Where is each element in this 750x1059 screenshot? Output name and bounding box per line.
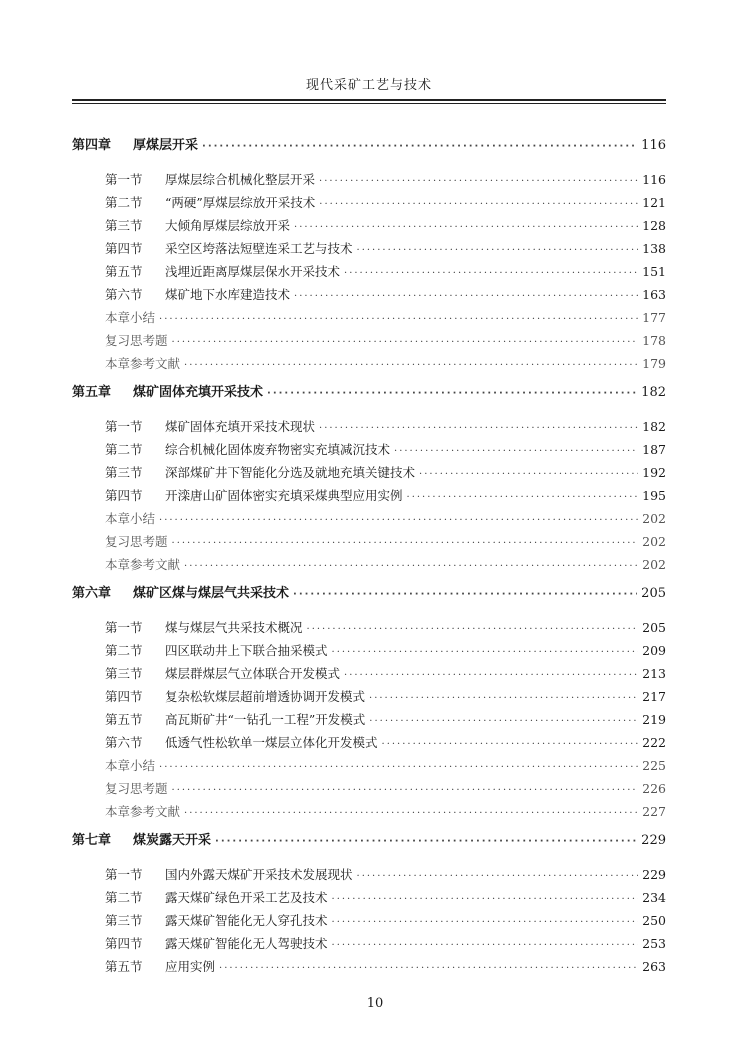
header-rule-thick	[72, 99, 666, 101]
toc-section-entry[interactable]	[72, 191, 666, 214]
section-page: 263	[642, 959, 666, 974]
section-title: “两硬”厚煤层综放开采技术	[165, 195, 316, 210]
leader-dots	[159, 308, 638, 331]
section-page: 138	[642, 241, 666, 256]
leader-dots	[394, 440, 638, 463]
extra-page: 178	[642, 333, 666, 348]
section-label: 第三节	[105, 666, 143, 681]
toc-section-entry[interactable]	[72, 886, 666, 909]
section-page: 128	[642, 218, 666, 233]
toc-chapter-entry[interactable]	[72, 381, 666, 405]
toc-section-entry[interactable]	[72, 438, 666, 461]
toc-section-entry[interactable]	[72, 932, 666, 955]
leader-dots	[215, 830, 637, 854]
chapter-title: 煤矿固体充填开采技术	[133, 385, 264, 400]
section-title: 煤层群煤层气立体联合开发模式	[165, 666, 341, 681]
toc-section-entry[interactable]	[72, 237, 666, 260]
section-page: 192	[642, 465, 666, 480]
toc-extra-entry[interactable]	[72, 530, 666, 553]
leader-dots	[319, 193, 638, 216]
chapter-title: 厚煤层开采	[133, 138, 199, 153]
section-label: 第三节	[105, 913, 143, 928]
leader-dots	[357, 239, 639, 262]
section-page: 213	[642, 666, 666, 681]
chapter-label: 第五章	[72, 385, 112, 400]
section-page: 182	[642, 419, 666, 434]
leader-dots	[172, 532, 639, 555]
section-label: 第二节	[105, 442, 143, 457]
section-label: 第六节	[105, 287, 143, 302]
section-page: 187	[642, 442, 666, 457]
section-label: 第四节	[105, 488, 143, 503]
toc-extra-entry[interactable]	[72, 777, 666, 800]
section-label: 第二节	[105, 195, 143, 210]
extra-title: 本章参考文献	[105, 557, 181, 572]
leader-dots	[172, 779, 639, 802]
section-page: 205	[642, 620, 666, 635]
section-page: 121	[642, 195, 666, 210]
toc-section-entry[interactable]	[72, 214, 666, 237]
section-label: 第二节	[105, 643, 143, 658]
toc-section-entry[interactable]	[72, 955, 666, 978]
extra-title: 本章小结	[105, 310, 156, 325]
section-label: 第六节	[105, 735, 143, 750]
header-rule-thin	[72, 103, 666, 104]
section-title: 采空区垮落法短壁连采工艺与技术	[165, 241, 353, 256]
leader-dots	[332, 911, 639, 934]
extra-page: 179	[642, 356, 666, 371]
chapter-page: 182	[641, 385, 666, 400]
extra-title: 本章参考文献	[105, 804, 181, 819]
section-page: 234	[642, 890, 666, 905]
section-page: 195	[642, 488, 666, 503]
section-title: 露天煤矿智能化无人驾驶技术	[165, 936, 328, 951]
section-title: 低透气性松软单一煤层立体化开发模式	[165, 735, 378, 750]
table-of-contents	[72, 134, 666, 978]
leader-dots	[407, 486, 639, 509]
toc-chapter-entry[interactable]	[72, 134, 666, 158]
leader-dots	[293, 583, 637, 607]
section-title: 露天煤矿绿色开采工艺及技术	[165, 890, 328, 905]
section-title: 厚煤层综合机械化整层开采	[165, 172, 316, 187]
chapter-label: 第四章	[72, 138, 112, 153]
leader-dots	[294, 285, 638, 308]
running-header: 现代采矿工艺与技术	[305, 78, 432, 93]
extra-page: 202	[642, 557, 666, 572]
toc-section-entry[interactable]	[72, 863, 666, 886]
chapter-title: 煤炭露天开采	[133, 833, 212, 848]
leader-dots	[382, 733, 639, 756]
leader-dots	[419, 463, 638, 486]
toc-extra-entry[interactable]	[72, 754, 666, 777]
toc-section-entry[interactable]	[72, 283, 666, 306]
section-page: 222	[642, 735, 666, 750]
section-page: 250	[642, 913, 666, 928]
chapter-page: 116	[641, 138, 666, 153]
section-title: 复杂松软煤层超前增透协调开发模式	[165, 689, 366, 704]
toc-section-entry[interactable]	[72, 168, 666, 191]
toc-chapter-entry[interactable]	[72, 829, 666, 853]
leader-dots	[184, 802, 638, 825]
leader-dots	[369, 710, 638, 733]
section-title: 煤矿固体充填开采技术现状	[165, 419, 316, 434]
section-label: 第一节	[105, 172, 143, 187]
toc-extra-entry[interactable]	[72, 352, 666, 375]
toc-section-entry[interactable]	[72, 260, 666, 283]
section-page: 163	[642, 287, 666, 302]
leader-dots	[344, 262, 638, 285]
extra-title: 复习思考题	[105, 333, 168, 348]
leader-dots	[267, 382, 637, 406]
toc-extra-entry[interactable]	[72, 800, 666, 823]
leader-dots	[332, 934, 639, 957]
leader-dots	[369, 687, 638, 710]
section-page: 219	[642, 712, 666, 727]
extra-page: 226	[642, 781, 666, 796]
leader-dots	[159, 756, 638, 779]
toc-section-entry[interactable]	[72, 731, 666, 754]
section-title: 开滦唐山矿固体密实充填采煤典型应用实例	[165, 488, 403, 503]
section-label: 第一节	[105, 419, 143, 434]
chapter-label: 第七章	[72, 833, 112, 848]
chapter-label: 第六章	[72, 586, 112, 601]
extra-page: 202	[642, 534, 666, 549]
leader-dots	[219, 957, 638, 980]
leader-dots	[344, 664, 638, 687]
section-title: 国内外露天煤矿开采技术发展现状	[165, 867, 353, 882]
toc-section-entry[interactable]	[72, 415, 666, 438]
section-title: 综合机械化固体废弃物密实充填减沉技术	[165, 442, 391, 457]
extra-page: 202	[642, 511, 666, 526]
chapter-title: 煤矿区煤与煤层气共采技术	[133, 586, 290, 601]
toc-section-entry[interactable]	[72, 484, 666, 507]
leader-dots	[184, 354, 638, 377]
page-number: 10	[366, 996, 384, 1011]
extra-page: 225	[642, 758, 666, 773]
toc-extra-entry[interactable]	[72, 329, 666, 352]
chapter-page: 229	[641, 833, 666, 848]
leader-dots	[332, 641, 639, 664]
section-title: 深部煤矿井下智能化分选及就地充填关键技术	[165, 465, 416, 480]
section-title: 应用实例	[165, 959, 216, 974]
section-label: 第五节	[105, 712, 143, 727]
leader-dots	[332, 888, 639, 911]
toc-extra-entry[interactable]	[72, 507, 666, 530]
extra-title: 本章参考文献	[105, 356, 181, 371]
section-page: 253	[642, 936, 666, 951]
extra-title: 本章小结	[105, 758, 156, 773]
toc-section-entry[interactable]	[72, 708, 666, 731]
chapter-page: 205	[641, 586, 666, 601]
toc-section-entry[interactable]	[72, 639, 666, 662]
section-label: 第五节	[105, 264, 143, 279]
extra-page: 177	[642, 310, 666, 325]
section-page: 151	[642, 264, 666, 279]
toc-extra-entry[interactable]	[72, 553, 666, 576]
leader-dots	[319, 170, 638, 193]
toc-section-entry[interactable]	[72, 616, 666, 639]
section-page: 116	[642, 172, 666, 187]
toc-chapter-entry[interactable]	[72, 582, 666, 606]
section-label: 第三节	[105, 465, 143, 480]
section-label: 第一节	[105, 867, 143, 882]
leader-dots	[172, 331, 639, 354]
leader-dots	[184, 555, 638, 578]
leader-dots	[202, 135, 637, 159]
section-title: 露天煤矿智能化无人穿孔技术	[165, 913, 328, 928]
section-title: 四区联动井上下联合抽采模式	[165, 643, 328, 658]
section-label: 第四节	[105, 936, 143, 951]
section-title: 高瓦斯矿井“一钻孔一工程”开发模式	[165, 712, 366, 727]
extra-title: 复习思考题	[105, 781, 168, 796]
toc-section-entry[interactable]	[72, 461, 666, 484]
section-label: 第五节	[105, 959, 143, 974]
toc-section-entry[interactable]	[72, 662, 666, 685]
section-title: 煤矿地下水库建造技术	[165, 287, 291, 302]
leader-dots	[307, 618, 639, 641]
section-label: 第二节	[105, 890, 143, 905]
extra-page: 227	[642, 804, 666, 819]
toc-extra-entry[interactable]	[72, 306, 666, 329]
section-label: 第四节	[105, 689, 143, 704]
toc-section-entry[interactable]	[72, 909, 666, 932]
section-title: 大倾角厚煤层综放开采	[165, 218, 291, 233]
leader-dots	[159, 509, 638, 532]
leader-dots	[357, 865, 639, 888]
section-page: 209	[642, 643, 666, 658]
section-label: 第三节	[105, 218, 143, 233]
section-label: 第四节	[105, 241, 143, 256]
section-title: 煤与煤层气共采技术概况	[165, 620, 303, 635]
leader-dots	[319, 417, 638, 440]
section-label: 第一节	[105, 620, 143, 635]
extra-title: 复习思考题	[105, 534, 168, 549]
section-page: 217	[642, 689, 666, 704]
toc-section-entry[interactable]	[72, 685, 666, 708]
extra-title: 本章小结	[105, 511, 156, 526]
leader-dots	[294, 216, 638, 239]
section-page: 229	[642, 867, 666, 882]
section-title: 浅埋近距离厚煤层保水开采技术	[165, 264, 341, 279]
